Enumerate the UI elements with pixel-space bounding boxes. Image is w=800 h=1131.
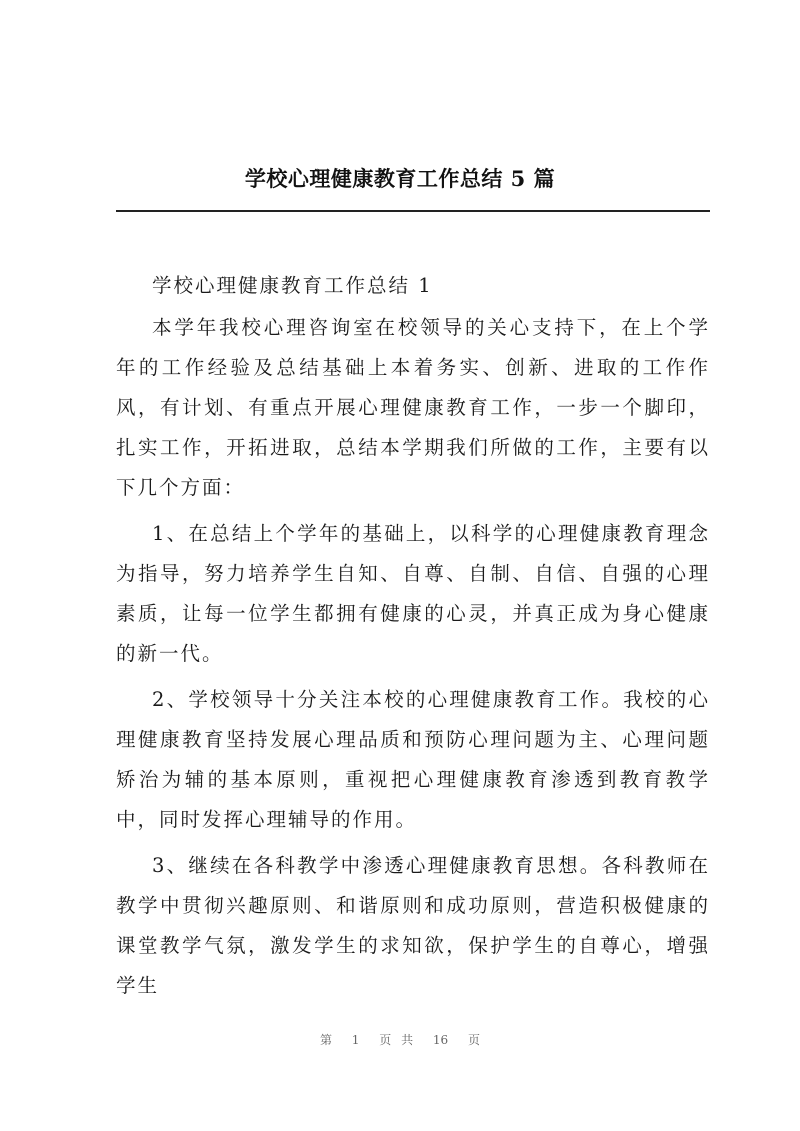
page-label-prefix: 第 — [319, 1033, 332, 1047]
paragraph-item-3: 3、继续在各科教学中渗透心理健康教育思想。各科教师在教学中贯彻兴趣原则、和谐原则和成功原则，营造积极健康的课堂教学气氛，激发学生的求知欲，保护学生的自尊心，增强学生 — [116, 854, 710, 997]
document-title: 学校心理健康教育工作总结 5 篇 — [244, 166, 556, 191]
page-label-suffix: 页 — [468, 1033, 481, 1047]
total-pages-number: 16 — [432, 1033, 449, 1047]
paragraph-item-1: 1、在总结上个学年的基础上，以科学的心理健康教育理念为指导，努力培养学生自知、自尊、自制、自信、自强的心理素质，让每一位学生都拥有健康的心灵，并真正成为身心健康的新一代。 — [116, 522, 710, 665]
title-divider — [116, 210, 710, 212]
page-footer — [0, 1031, 800, 1048]
section-heading: 学校心理健康教育工作总结 1 — [152, 274, 433, 297]
paragraph-item-2: 2、学校领导十分关注本校的心理健康教育工作。我校的心理健康教育坚持发展心理品质和预防心理问题为主、心理问题矫治为辅的基本原则，重视把心理健康教育渗透到教育教学中，同时发挥心理辅导的作用。 — [116, 688, 710, 831]
current-page-number: 1 — [351, 1033, 360, 1047]
page-label-middle: 页 共 — [379, 1033, 414, 1047]
paragraph-intro: 本学年我校心理咨询室在校领导的关心支持下，在上个学年的工作经验及总结基础上本着务实、创新、进取的工作作风，有计划、有重点开展心理健康教育工作，一步一个脚印，扎实工作，开拓进取，总结本学期我们所做的工作，主要有以下几个方面： — [116, 316, 710, 499]
document-body — [116, 266, 710, 1012]
